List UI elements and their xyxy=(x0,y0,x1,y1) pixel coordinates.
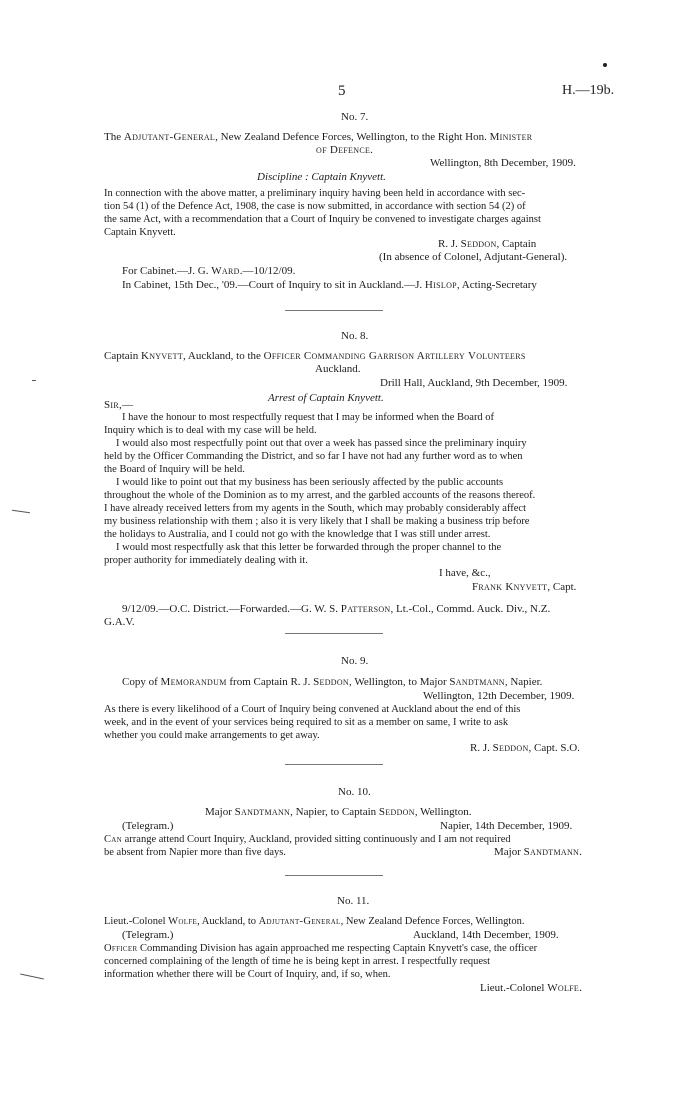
place-date: Auckland, 14th December, 1909. xyxy=(413,929,559,941)
forwarding-note-2: G.A.V. xyxy=(104,616,135,628)
section-heading: No. 8. xyxy=(341,330,369,342)
signature-note: (In absence of Colonel, Adjutant-General). xyxy=(379,251,568,263)
section-heading: No. 7. xyxy=(341,111,369,123)
margin-mark xyxy=(32,380,36,381)
paragraph-line: the Board of Inquiry will be held. xyxy=(104,464,245,475)
paragraph-line: I would most respectfully ask that this letter be forwarded through the proper channel to the xyxy=(116,542,502,553)
address-line-2: of Defence. xyxy=(316,144,374,156)
salutation: Sir,— xyxy=(104,399,134,411)
paragraph-line: concerned complaining of the length of time he is being kept in arrest. I respectfully request xyxy=(104,956,491,967)
address-line-2: Auckland. xyxy=(315,363,361,375)
place-date: Napier, 14th December, 1909. xyxy=(440,820,573,832)
section-divider xyxy=(285,633,383,634)
paragraph-line: throughout the whole of the Dominion as to my arrest, and the garbled accounts of the reasons thereof. xyxy=(104,490,536,501)
paragraph-line: I have already received letters from my agents in the South, which may probably considerably affect xyxy=(104,503,526,514)
address-line: Captain Knyvett, Auckland, to the Officer Commanding Garrison Artillery Volunteers xyxy=(104,350,526,362)
paragraph-line: whether you could make arrangements to get away. xyxy=(104,730,320,741)
forwarding-note: 9/12/09.—O.C. District.—Forwarded.—G. W. S. Patterson, Lt.-Col., Commd. Auck. Div., N.Z. xyxy=(122,603,551,615)
paragraph-line: held by the Officer Commanding the District, and so far I have not had any further word as to when xyxy=(104,451,523,462)
paragraph-line: I have the honour to most respectfully request that I may be informed when the Board of xyxy=(122,412,495,423)
place-date: Wellington, 8th December, 1909. xyxy=(430,157,576,169)
paragraph-line: my business relationship with them ; also it is very likely that I shall be making a business trip before xyxy=(104,516,530,527)
signature: R. J. Seddon, Capt. S.O. xyxy=(470,742,580,754)
subject-line: Discipline : Captain Knyvett. xyxy=(257,171,386,183)
paragraph-line: Officer Commanding Division has again approached me respecting Captain Knyvett's case, the officer xyxy=(104,943,538,954)
paragraph-line: I would also most respectfully point out that over a week has passed since the preliminary inquiry xyxy=(116,438,527,449)
place-date: Wellington, 12th December, 1909. xyxy=(423,690,575,702)
paragraph-line: In connection with the above matter, a preliminary inquiry having been held in accordance with sec- xyxy=(104,188,526,199)
paragraph-line: the holidays to Australia, and I could not go with the knowledge that I was still under arrest. xyxy=(104,529,491,540)
paragraph-line: tion 54 (1) of the Defence Act, 1908, the case is now submitted, in accordance with section 54 (2) of xyxy=(104,201,526,212)
place-date: Drill Hall, Auckland, 9th December, 1909. xyxy=(380,377,568,389)
section-heading: No. 9. xyxy=(341,655,369,667)
paragraph-line: Captain Knyvett. xyxy=(104,227,176,238)
address-line: Copy of Memorandum from Captain R. J. Seddon, Wellington, to Major Sandtmann, Napier. xyxy=(122,676,543,688)
address-line: The Adjutant-General, New Zealand Defence Forces, Wellington, to the Right Hon. Minister xyxy=(104,131,533,143)
section-divider xyxy=(285,310,383,311)
section-heading: No. 10. xyxy=(338,786,371,798)
paragraph-line: information whether there will be Court of Inquiry, and, if so, when. xyxy=(104,969,391,980)
cabinet-note: In Cabinet, 15th Dec., '09.—Court of Inquiry to sit in Auckland.—J. Hislop, Acting-Secretary xyxy=(122,279,537,291)
cabinet-note: For Cabinet.—J. G. Ward.—10/12/09. xyxy=(122,265,296,277)
paragraph-line: I would like to point out that my business has been seriously affected by the public accounts xyxy=(116,477,504,488)
paragraph-line: Can arrange attend Court Inquiry, Auckland, provided sitting continuously and I am not required xyxy=(104,834,511,845)
signature: Major Sandtmann. xyxy=(494,846,582,858)
signature: R. J. Seddon, Captain xyxy=(438,238,537,250)
paragraph-line: As there is every likelihood of a Court of Inquiry being convened at Auckland about the end of this xyxy=(104,704,521,715)
section-heading: No. 11. xyxy=(337,895,370,907)
signature: Frank Knyvett, Capt. xyxy=(472,581,577,593)
address-line: Major Sandtmann, Napier, to Captain Seddon, Wellington. xyxy=(205,806,472,818)
section-divider xyxy=(285,875,383,876)
document-reference: H.—19b. xyxy=(562,83,615,98)
paragraph-line: be absent from Napier more than five days. xyxy=(104,847,286,858)
paragraph-line: week, and in the event of your services being required to sit as a member on same, I write to ask xyxy=(104,717,509,728)
margin-mark xyxy=(20,974,44,980)
subject-line: Arrest of Captain Knyvett. xyxy=(268,392,384,404)
telegram-label: (Telegram.) xyxy=(122,820,174,832)
paragraph-line: the same Act, with a recommendation that a Court of Inquiry be convened to investigate charges against xyxy=(104,214,541,225)
margin-mark xyxy=(12,510,30,513)
closing: I have, &c., xyxy=(439,567,491,579)
paragraph-line: Inquiry which is to deal with my case will be held. xyxy=(104,425,317,436)
signature: Lieut.-Colonel Wolfe. xyxy=(480,982,582,994)
paragraph-line: proper authority for immediately dealing with it. xyxy=(104,555,308,566)
telegram-label: (Telegram.) xyxy=(122,929,174,941)
section-divider xyxy=(285,764,383,765)
dot-mark xyxy=(603,63,607,67)
address-line: Lieut.-Colonel Wolfe, Auckland, to Adjutant-General, New Zealand Defence Forces, Wellington. xyxy=(104,916,525,927)
page-number: 5 xyxy=(338,83,346,99)
